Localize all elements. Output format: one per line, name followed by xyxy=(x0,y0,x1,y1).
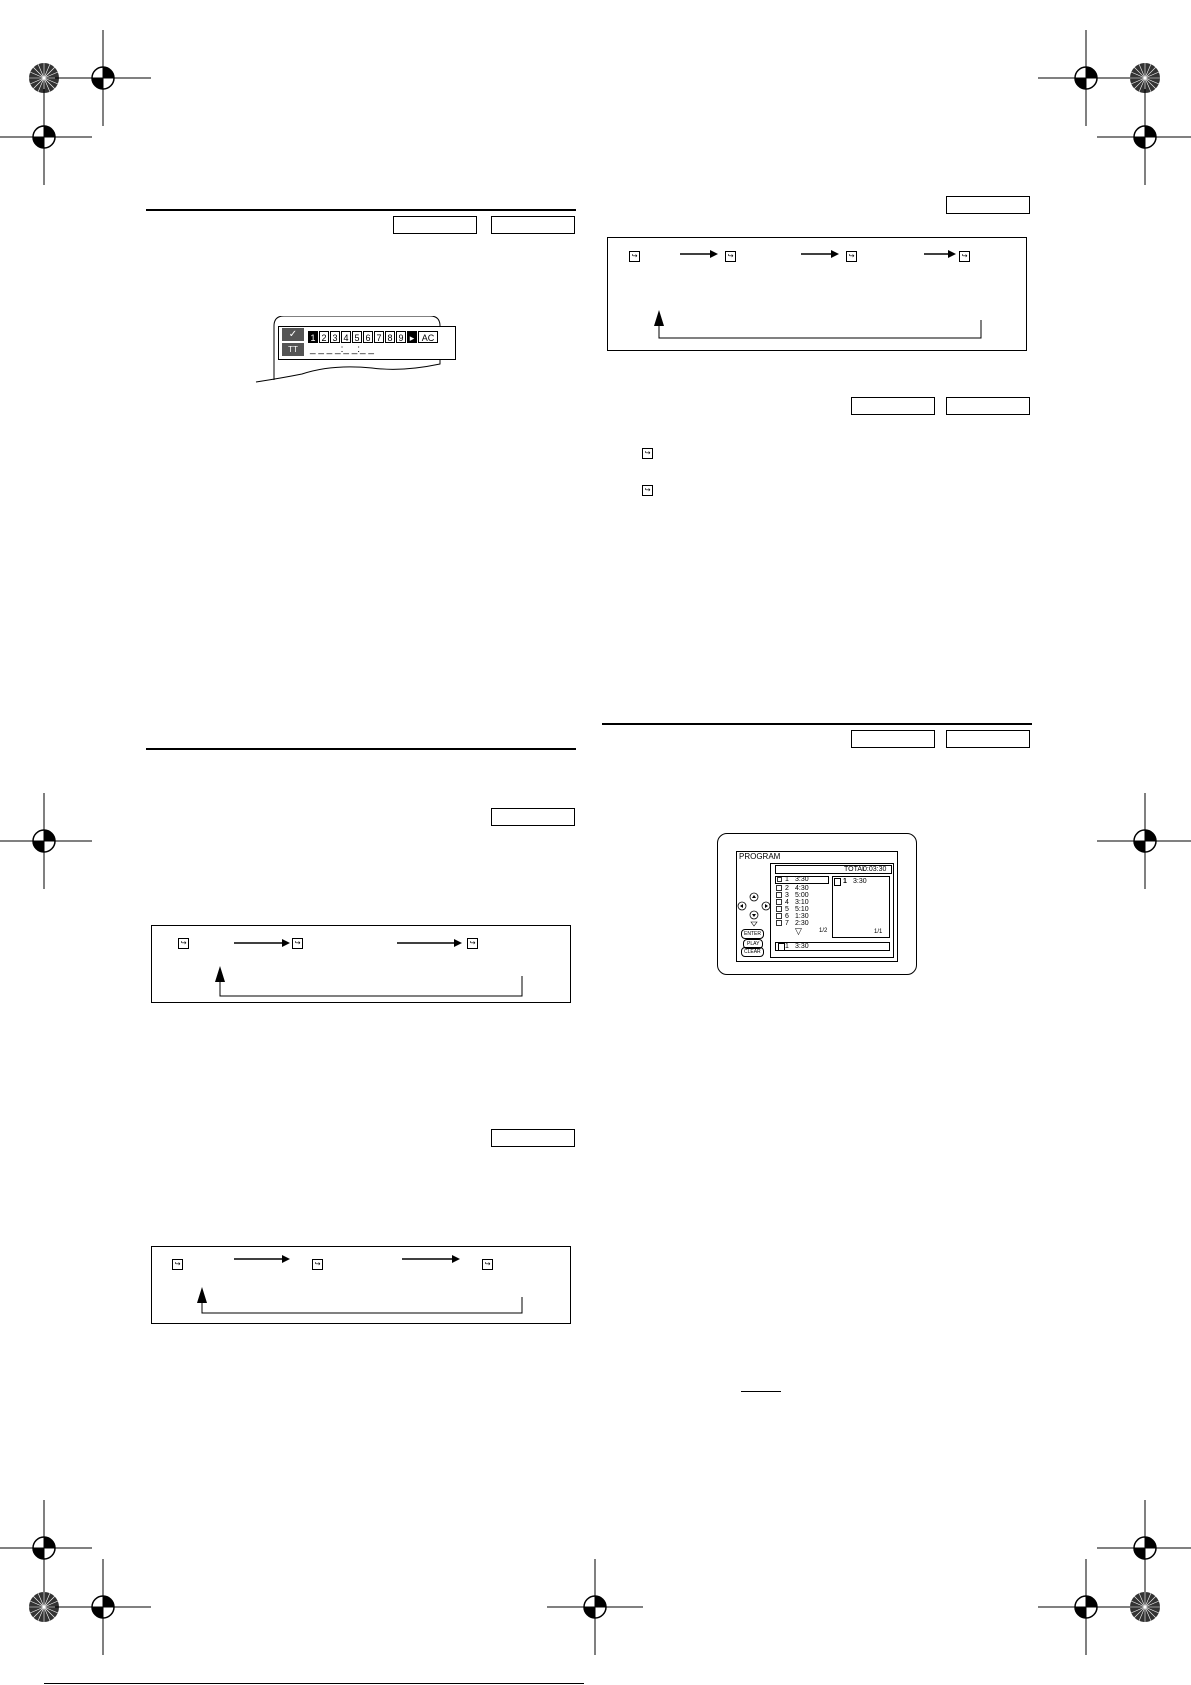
prog-icon xyxy=(834,878,841,886)
total-time: 0:03:30 xyxy=(863,866,887,873)
section-rule xyxy=(146,209,576,211)
bottom-num: 1 xyxy=(785,943,789,950)
disc-type-tag xyxy=(946,196,1030,214)
check-icon: ✓ xyxy=(282,328,304,341)
repeat-flow-diagram xyxy=(151,925,571,1003)
track-time: 2:30 xyxy=(795,920,809,927)
enter-button[interactable]: ENTER xyxy=(741,929,764,939)
right-page-indicator: 1/1 xyxy=(874,929,883,935)
disc-type-tag xyxy=(946,730,1030,748)
track-time: 5:00 xyxy=(795,892,809,899)
osd-number: 1 xyxy=(308,331,318,343)
track-num: 3 xyxy=(785,892,789,899)
osd-number: 2 xyxy=(319,331,329,343)
track-list xyxy=(775,876,830,940)
repeat-icon: ↪ xyxy=(178,938,189,949)
osd-arrow-cell: ▸ xyxy=(407,331,417,343)
repeat-icon: ↪ xyxy=(629,251,640,262)
disc-type-tag xyxy=(491,216,575,234)
track-time: 4:30 xyxy=(795,885,809,892)
repeat-icon: ↪ xyxy=(312,1259,323,1270)
repeat-flow-diagram xyxy=(151,1246,571,1324)
osd-time: _ _ _ _:_ _:_ _ xyxy=(310,344,374,355)
section-rule xyxy=(146,748,576,750)
osd-number: 6 xyxy=(363,331,373,343)
osd-number: 3 xyxy=(330,331,340,343)
title-icon: TT xyxy=(282,343,304,356)
short-rule xyxy=(741,1391,781,1392)
osd-number: 9 xyxy=(396,331,406,343)
track-time: 3:10 xyxy=(795,899,809,906)
disc-type-tag xyxy=(946,397,1030,415)
left-page-indicator: 1/2 xyxy=(819,928,828,934)
disc-type-tag xyxy=(491,1129,575,1147)
programmed-num: 1 xyxy=(843,878,847,885)
repeat-icon: ↪ xyxy=(172,1259,183,1270)
disc-type-tag xyxy=(491,808,575,826)
repeat-icon: ↪ xyxy=(725,251,736,262)
clear-button[interactable]: CLEAR xyxy=(741,947,764,957)
track-time: 5:10 xyxy=(795,906,809,913)
program-screen-illustration xyxy=(717,833,917,975)
disc-type-tag xyxy=(393,216,477,234)
osd-ac-label: AC xyxy=(418,331,438,343)
total-label: TOTAL xyxy=(844,866,866,873)
repeat-icon: ↪ xyxy=(959,251,970,262)
repeat-icon: ↪ xyxy=(292,938,303,949)
play-button[interactable]: PLAY xyxy=(743,939,763,949)
track-num: 7 xyxy=(785,920,789,927)
track-num: 1 xyxy=(785,876,789,883)
track-num: 5 xyxy=(785,906,789,913)
osd-number: 4 xyxy=(341,331,351,343)
repeat-icon: ↪ xyxy=(642,485,653,496)
programmed-time: 3:30 xyxy=(853,878,867,885)
disc-type-tag xyxy=(851,397,935,415)
bottom-time: 3:30 xyxy=(795,943,809,950)
down-triangle-icon[interactable]: ▽ xyxy=(795,926,802,936)
repeat-icon: ↪ xyxy=(467,938,478,949)
track-icons xyxy=(776,876,786,932)
disc-type-tag xyxy=(851,730,935,748)
repeat-icon: ↪ xyxy=(642,448,653,459)
track-num: 2 xyxy=(785,885,789,892)
page-bottom-rule xyxy=(44,1683,584,1684)
repeat-icon: ↪ xyxy=(482,1259,493,1270)
repeat-icon: ↪ xyxy=(846,251,857,262)
bottom-bar xyxy=(775,942,890,951)
repeat-flow-diagram xyxy=(607,237,1027,351)
track-num: 6 xyxy=(785,913,789,920)
track-time: 3:30 xyxy=(795,876,809,883)
osd-number: 7 xyxy=(374,331,384,343)
osd-number: 5 xyxy=(352,331,362,343)
direction-pad-icon[interactable] xyxy=(734,892,774,928)
bottom-icon xyxy=(778,943,785,951)
track-num: 4 xyxy=(785,899,789,906)
osd-number: 8 xyxy=(385,331,395,343)
section-rule xyxy=(602,723,1032,725)
program-title: PROGRAM xyxy=(739,852,781,861)
osd-display-illustration xyxy=(252,316,462,386)
track-time: 1:30 xyxy=(795,913,809,920)
programmed-list xyxy=(832,876,890,938)
